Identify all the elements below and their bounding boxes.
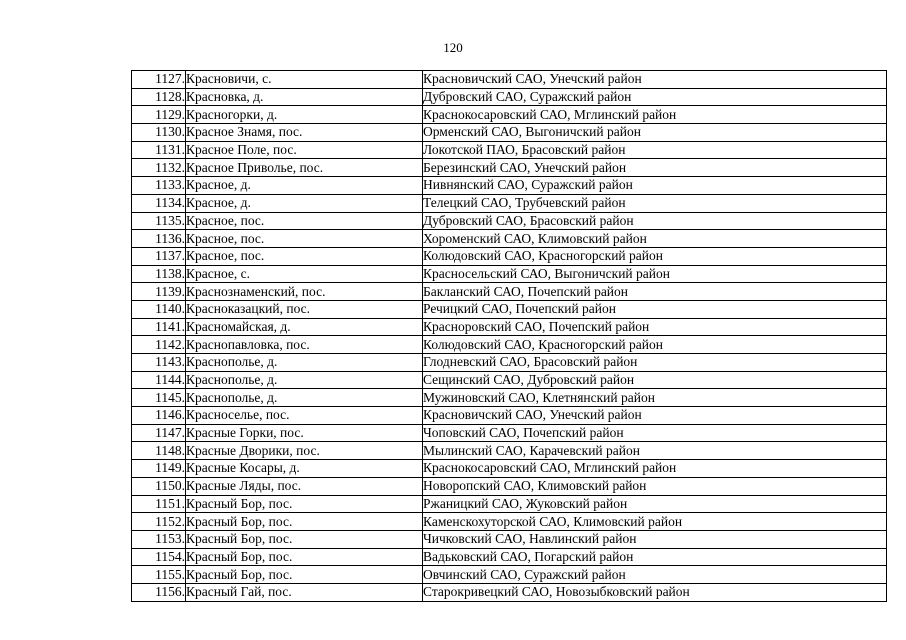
row-number: 1147. [132, 424, 186, 442]
table-row [132, 442, 887, 460]
locality-name: Красное, пос. [186, 212, 423, 230]
row-number: 1146. [132, 407, 186, 425]
district-name: Колюдовский САО, Красногорский район [423, 247, 887, 265]
locality-name: Красный Бор, пос. [186, 566, 423, 584]
table-row [132, 354, 887, 372]
row-number: 1130. [132, 124, 186, 142]
table-row [132, 159, 887, 177]
locality-name: Красновка, д. [186, 88, 423, 106]
table-row [132, 566, 887, 584]
row-number: 1128. [132, 88, 186, 106]
table-row [132, 71, 887, 89]
table-row [132, 530, 887, 548]
district-name: Красносельский САО, Выгоничский район [423, 265, 887, 283]
table-row [132, 177, 887, 195]
district-name: Сещинский САО, Дубровский район [423, 371, 887, 389]
locality-name: Краснопавловка, пос. [186, 336, 423, 354]
district-name: Колюдовский САО, Красногорский район [423, 336, 887, 354]
locality-name: Красное, д. [186, 177, 423, 195]
district-name: Глодневский САО, Брасовский район [423, 354, 887, 372]
table-row [132, 230, 887, 248]
table-row [132, 124, 887, 142]
district-name: Дубровский САО, Брасовский район [423, 212, 887, 230]
district-name: Нивнянский САО, Суражский район [423, 177, 887, 195]
row-number: 1152. [132, 513, 186, 531]
row-number: 1127. [132, 71, 186, 89]
table-row [132, 265, 887, 283]
table-row [132, 194, 887, 212]
district-name: Каменскохуторской САО, Климовский район [423, 513, 887, 531]
table-row [132, 318, 887, 336]
locality-name: Красноказацкий, пос. [186, 300, 423, 318]
district-name: Березинский САО, Унечский район [423, 159, 887, 177]
locality-name: Красное, д. [186, 194, 423, 212]
district-name: Мужиновский САО, Клетнянский район [423, 389, 887, 407]
district-name: Краснокосаровский САО, Мглинский район [423, 460, 887, 478]
locality-name: Красновичи, с. [186, 71, 423, 89]
locality-name: Красный Бор, пос. [186, 513, 423, 531]
district-name: Краснокосаровский САО, Мглинский район [423, 106, 887, 124]
table-row [132, 371, 887, 389]
locality-name: Красный Бор, пос. [186, 530, 423, 548]
district-name: Локотской ПАО, Брасовский район [423, 141, 887, 159]
district-name: Старокривецкий САО, Новозыбковский район [423, 583, 887, 601]
district-name: Новоропский САО, Климовский район [423, 477, 887, 495]
locality-name: Красноселье, пос. [186, 407, 423, 425]
district-name: Красновичский САО, Унечский район [423, 71, 887, 89]
table-row [132, 460, 887, 478]
row-number: 1154. [132, 548, 186, 566]
locality-name: Красный Гай, пос. [186, 583, 423, 601]
locality-name: Красномайская, д. [186, 318, 423, 336]
district-name: Орменский САО, Выгоничский район [423, 124, 887, 142]
row-number: 1138. [132, 265, 186, 283]
locality-name: Краснополье, д. [186, 371, 423, 389]
locality-name: Красное Поле, пос. [186, 141, 423, 159]
row-number: 1140. [132, 300, 186, 318]
table-row [132, 247, 887, 265]
table-row [132, 212, 887, 230]
table-row [132, 141, 887, 159]
locality-name: Краснополье, д. [186, 389, 423, 407]
district-name: Телецкий САО, Трубчевский район [423, 194, 887, 212]
row-number: 1129. [132, 106, 186, 124]
table-row [132, 88, 887, 106]
row-number: 1139. [132, 283, 186, 301]
row-number: 1135. [132, 212, 186, 230]
row-number: 1155. [132, 566, 186, 584]
row-number: 1133. [132, 177, 186, 195]
district-name: Овчинский САО, Суражский район [423, 566, 887, 584]
row-number: 1153. [132, 530, 186, 548]
table-row [132, 477, 887, 495]
table-row [132, 283, 887, 301]
table-row [132, 300, 887, 318]
table-row [132, 424, 887, 442]
row-number: 1148. [132, 442, 186, 460]
table-row [132, 106, 887, 124]
table-row [132, 407, 887, 425]
locality-name: Красное Приволье, пос. [186, 159, 423, 177]
row-number: 1142. [132, 336, 186, 354]
page-number: 120 [443, 40, 463, 55]
row-number: 1137. [132, 247, 186, 265]
row-number: 1131. [132, 141, 186, 159]
settlements-table [131, 70, 887, 602]
locality-name: Красное, пос. [186, 230, 423, 248]
locality-name: Красные Дворики, пос. [186, 442, 423, 460]
table-row [132, 336, 887, 354]
district-name: Дубровский САО, Суражский район [423, 88, 887, 106]
row-number: 1150. [132, 477, 186, 495]
table-row [132, 513, 887, 531]
district-name: Бакланский САО, Почепский район [423, 283, 887, 301]
district-name: Красноровский САО, Почепский район [423, 318, 887, 336]
table-row [132, 495, 887, 513]
row-number: 1149. [132, 460, 186, 478]
row-number: 1151. [132, 495, 186, 513]
row-number: 1144. [132, 371, 186, 389]
district-name: Вадьковский САО, Погарский район [423, 548, 887, 566]
locality-name: Красногорки, д. [186, 106, 423, 124]
table-row [132, 548, 887, 566]
district-name: Чоповский САО, Почепский район [423, 424, 887, 442]
district-name: Ржаницкий САО, Жуковский район [423, 495, 887, 513]
locality-name: Красное Знамя, пос. [186, 124, 423, 142]
row-number: 1136. [132, 230, 186, 248]
locality-name: Красное, с. [186, 265, 423, 283]
row-number: 1134. [132, 194, 186, 212]
district-name: Речицкий САО, Почепский район [423, 300, 887, 318]
locality-name: Красное, пос. [186, 247, 423, 265]
row-number: 1156. [132, 583, 186, 601]
district-name: Чичковский САО, Навлинский район [423, 530, 887, 548]
locality-name: Красные Косары, д. [186, 460, 423, 478]
row-number: 1132. [132, 159, 186, 177]
locality-name: Краснознаменский, пос. [186, 283, 423, 301]
locality-name: Красный Бор, пос. [186, 548, 423, 566]
locality-name: Краснополье, д. [186, 354, 423, 372]
locality-name: Красные Горки, пос. [186, 424, 423, 442]
district-name: Хороменский САО, Климовский район [423, 230, 887, 248]
locality-name: Красные Ляды, пос. [186, 477, 423, 495]
row-number: 1145. [132, 389, 186, 407]
locality-name: Красный Бор, пос. [186, 495, 423, 513]
row-number: 1143. [132, 354, 186, 372]
table-row [132, 583, 887, 601]
table-row [132, 389, 887, 407]
district-name: Мылинский САО, Карачевский район [423, 442, 887, 460]
district-name: Красновичский САО, Унечский район [423, 407, 887, 425]
table-body [132, 71, 887, 602]
row-number: 1141. [132, 318, 186, 336]
